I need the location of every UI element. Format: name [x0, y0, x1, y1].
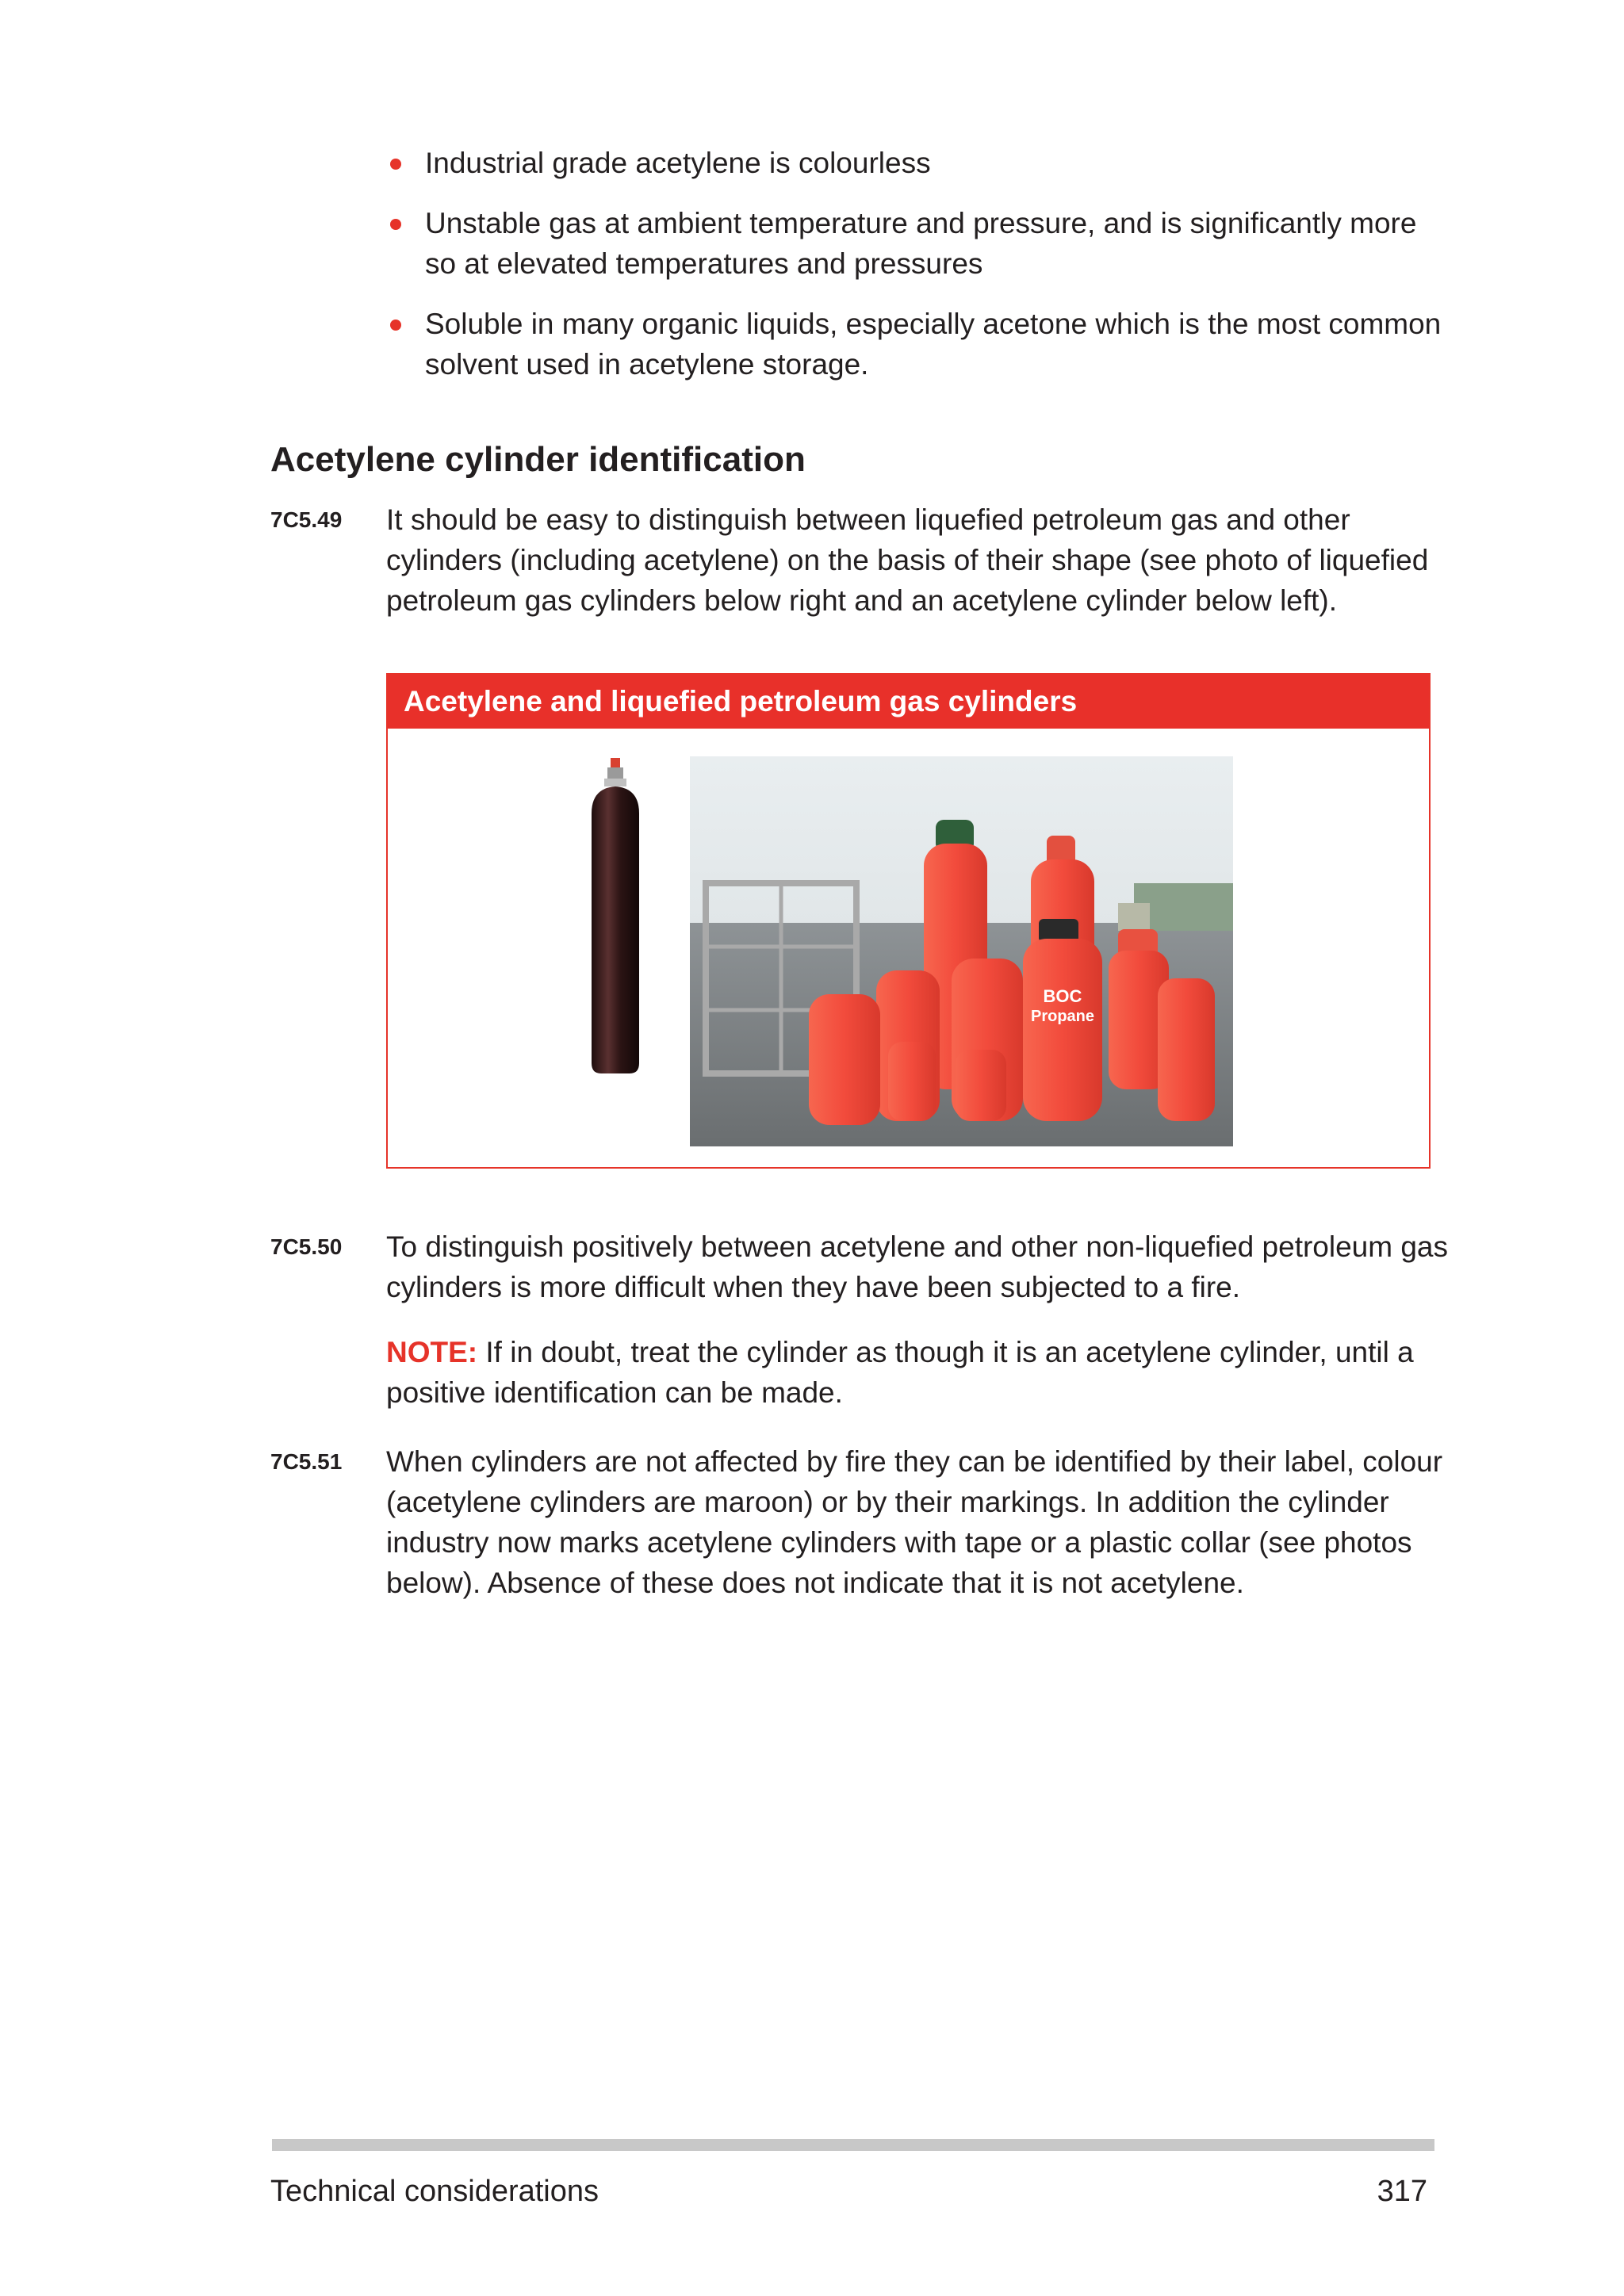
footer-section: Technical considerations — [270, 2175, 599, 2208]
bullet-item — [384, 143, 1446, 183]
page-number: 317 — [1377, 2175, 1427, 2208]
paragraph-code: 7C5.49 — [270, 507, 343, 532]
bullet-list — [384, 143, 1446, 404]
bullet-dot-icon — [390, 219, 401, 230]
bullet-item — [384, 304, 1446, 385]
figure-title: Acetylene and liquefied petroleum gas cylinders — [388, 675, 1429, 729]
footer-rule — [272, 2139, 1434, 2151]
bullet-item — [384, 203, 1446, 284]
note-label: NOTE: — [386, 1336, 478, 1368]
figure-box — [386, 673, 1431, 1169]
lpg-brand-label: BOC — [1043, 986, 1082, 1006]
note — [386, 1332, 1449, 1413]
bullet-text: Industrial grade acetylene is colourless — [425, 147, 931, 179]
paragraph-code: 7C5.51 — [270, 1449, 343, 1474]
paragraph-text: It should be easy to distinguish between liquefied petroleum gas and other cylinders (including acetylene) on the basis of their shape (see photo of liquefied petroleum gas cylinders below right and an acetylene cylinder below left). — [386, 503, 1429, 617]
paragraph-code: 7C5.50 — [270, 1234, 343, 1259]
section-heading: Acetylene cylinder identification — [270, 440, 806, 479]
bullet-dot-icon — [390, 320, 401, 331]
lpg-cylinders-photo — [690, 756, 1233, 1146]
bullet-text: Soluble in many organic liquids, especially acetone which is the most common solvent used in acetylene storage. — [425, 308, 1442, 381]
bullet-dot-icon — [390, 159, 401, 170]
acetylene-cylinder-image — [576, 758, 655, 1075]
note-text: If in doubt, treat the cylinder as though it is an acetylene cylinder, until a positive identification can be made. — [386, 1336, 1414, 1409]
paragraph-text: When cylinders are not affected by fire they can be identified by their label, colour (acetylene cylinders are maroon) or by their markings. In addition the cylinder industry now marks acetylene cylinders with tape or a plastic collar (see photos below). Absence of these does not indicate that it is not acetylene. — [386, 1445, 1443, 1599]
lpg-product-label: Propane — [1030, 1008, 1095, 1025]
paragraph-text: To distinguish positively between acetylene and other non-liquefied petroleum gas cylinders is more difficult when they have been subjected to a fire. — [386, 1230, 1449, 1303]
bullet-text: Unstable gas at ambient temperature and pressure, and is significantly more so at elevated temperatures and pressures — [425, 207, 1417, 280]
